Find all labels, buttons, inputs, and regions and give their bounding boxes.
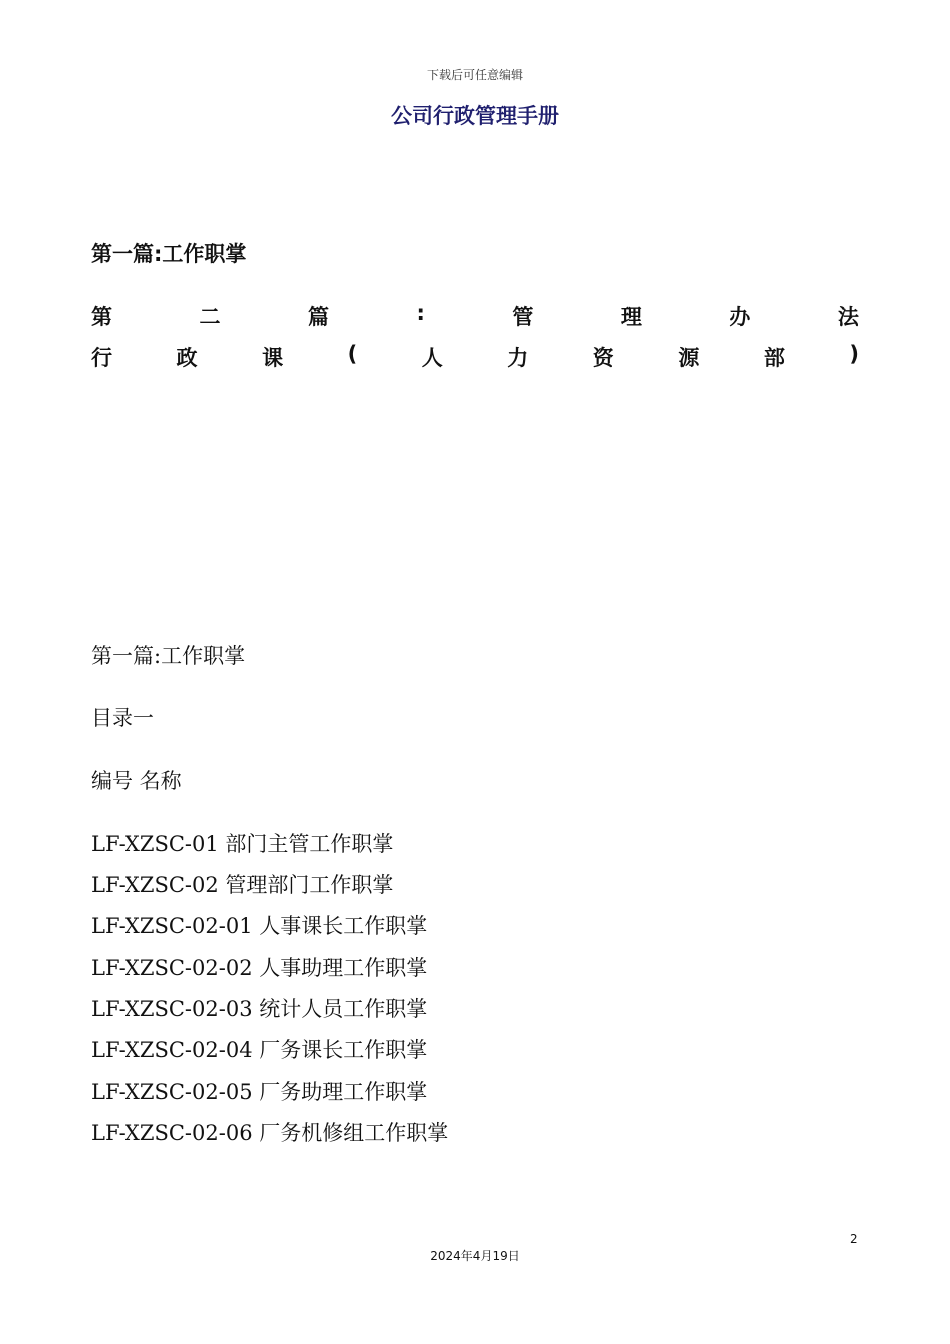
page-number: 2 <box>850 1232 858 1246</box>
part2-heading-line2 <box>91 342 859 372</box>
part2-line2-char: 课 <box>262 346 284 370</box>
part1-heading: 第一篇:工作职掌 <box>91 242 247 266</box>
toc-item: LF-XZSC-02-01 人事课长工作职掌 <box>91 914 428 938</box>
part2-heading-line1 <box>91 301 859 331</box>
toc-item: LF-XZSC-02-06 厂务机修组工作职掌 <box>91 1121 449 1145</box>
toc-item: LF-XZSC-01 部门主管工作职掌 <box>91 832 394 856</box>
part2-line1-char: 篇 <box>308 305 329 329</box>
part2-line2-char: 行 <box>91 346 112 370</box>
document-title: 公司行政管理手册 <box>391 104 559 128</box>
toc-item: LF-XZSC-02 管理部门工作职掌 <box>91 873 394 897</box>
part2-line1-char: 理 <box>620 305 642 329</box>
part2-line1-char: : <box>416 301 425 325</box>
toc-item: LF-XZSC-02-04 厂务课长工作职掌 <box>91 1038 428 1062</box>
toc-section-title: 第一篇:工作职掌 <box>91 644 246 668</box>
footer-date: 2024年4月19日 <box>430 1249 520 1263</box>
part2-line1-char: 管 <box>512 305 534 329</box>
part2-line2-char: 源 <box>678 346 700 370</box>
part2-line1-char: 法 <box>837 305 859 329</box>
part2-line2-char: 政 <box>176 346 198 370</box>
toc-directory-label: 目录一 <box>91 706 154 730</box>
toc-item: LF-XZSC-02-05 厂务助理工作职掌 <box>91 1080 428 1104</box>
part2-line2-char: 力 <box>507 346 529 370</box>
part2-line2-char: ) <box>849 342 859 366</box>
toc-column-headers: 编号 名称 <box>91 769 182 793</box>
part2-line1-char: 第 <box>91 305 112 329</box>
toc-item: LF-XZSC-02-02 人事助理工作职掌 <box>91 956 428 980</box>
header-note: 下载后可任意编辑 <box>426 68 523 82</box>
part2-line2-char: ( <box>347 342 358 366</box>
part2-line2-char: 人 <box>421 346 443 370</box>
part2-line1-char: 二 <box>199 305 221 329</box>
toc-item: LF-XZSC-02-03 统计人员工作职掌 <box>91 997 428 1021</box>
part2-line2-char: 部 <box>763 346 785 370</box>
part2-line2-char: 资 <box>592 346 614 370</box>
part2-line1-char: 办 <box>729 305 751 329</box>
